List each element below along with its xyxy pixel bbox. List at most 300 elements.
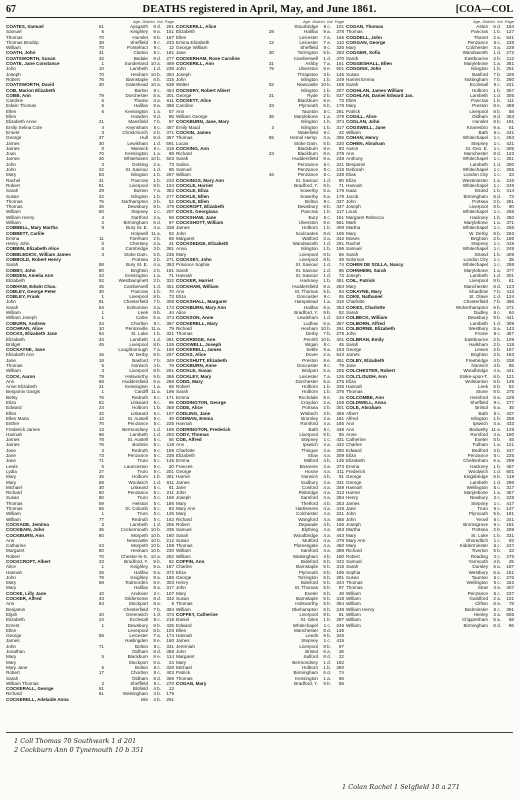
entry-page: 364 [336, 601, 344, 607]
entry-name: John [346, 516, 356, 522]
entry-volume: 6 a. [323, 320, 331, 326]
entry-district: Dewsbury [297, 204, 318, 210]
entry-page: 601 [506, 468, 514, 474]
entry-page: 73 [168, 294, 174, 300]
entry-age: 70 [98, 71, 104, 77]
entry-volume: 6 b. [493, 304, 501, 310]
entry-volume: 1 b. [493, 532, 501, 538]
entry-name: William [176, 172, 191, 178]
entry-page: 44 [168, 310, 174, 316]
entry-district: Dartford [131, 214, 148, 220]
entry-page: 457 [506, 463, 514, 469]
entry-age: 0 [101, 241, 104, 247]
entry-age: 6 [101, 108, 104, 114]
entry-page: 184 [506, 24, 514, 29]
entry-page: 118 [506, 341, 514, 347]
entry-district: Liverpool [129, 368, 148, 374]
entry-age: 64 [98, 601, 104, 607]
entry-volume: 5 c. [153, 442, 161, 448]
entry-volume: 1 d. [493, 92, 501, 98]
entry-age: 31 [268, 61, 274, 67]
entry-volume: 7 a. [323, 34, 331, 40]
entry-page: 543 [336, 352, 344, 358]
entry-district: Reading [470, 553, 488, 559]
entry-name: COLBECK, William [346, 315, 388, 321]
entry-name: Elias [346, 172, 356, 178]
entry-district: Stoke Dam. [294, 140, 318, 146]
entry-volume: 8 e. [323, 66, 331, 72]
entry-name: COCKS, Alice [176, 352, 206, 358]
column-1 [6, 19, 174, 729]
entry-age: 1 [101, 310, 104, 316]
entry-page: 398 [336, 548, 344, 554]
entry-volume: 6 c. [493, 543, 501, 549]
entry-volume: 10 b. [150, 537, 161, 543]
entry-page: 187 [506, 564, 514, 570]
entry-age: 33 [98, 272, 104, 278]
entry-district: Tiverton [471, 548, 488, 554]
entry-age: 17 [98, 670, 104, 676]
entry-name: COHEN, Abraham [346, 140, 385, 146]
entry-page: 196 [336, 246, 344, 252]
entry-district: Lambeth [130, 66, 148, 72]
entry-page: 145 [336, 71, 344, 77]
entry-volume: 9 b. [323, 633, 331, 639]
entry-district: Croydon [300, 400, 318, 406]
entry-name: COCKSHALL, Margaret [176, 299, 227, 305]
entry-page: 174 [166, 633, 174, 639]
entry-district: Samford [300, 548, 318, 554]
entry-name: William [6, 45, 21, 51]
entry-district: Thingoe [301, 447, 318, 453]
entry-page: 605 [506, 611, 514, 617]
entry-name: COGLAN, John [346, 119, 380, 125]
entry-district: Huddersfield [122, 378, 148, 384]
entry-district: St. Saviour [295, 262, 318, 268]
entry-page: 409 [336, 225, 344, 231]
entry-page: 305 [506, 92, 514, 98]
entry-volume: 1 a. [323, 299, 331, 305]
entry-page: 387 [336, 320, 344, 326]
entry-district: Whitechapel [462, 182, 488, 188]
entry-volume: 1 d. [323, 272, 331, 278]
entry-page: 166 [336, 34, 344, 40]
entry-district: Ecclesall [129, 617, 148, 623]
entry-name: Sarah [346, 341, 359, 347]
entry-page: 317 [506, 484, 514, 490]
entry-age: 13 [98, 426, 104, 432]
entry-name: COCKHAM, William [176, 283, 219, 289]
entry-volume: 4 a. [323, 447, 331, 453]
entry-page: 219 [166, 617, 174, 623]
entry-name: Eliza [346, 177, 356, 183]
entry-district: Bury St. E. [126, 262, 148, 268]
entry-district: Plymouth [468, 511, 488, 517]
entry-district: Launceston [124, 463, 148, 469]
entry-name: Hannah [346, 484, 363, 490]
entry-district: Lambeth [470, 92, 488, 98]
entry-volume: 1 c. [323, 638, 331, 644]
entry-page: 391 [506, 606, 514, 612]
entry-page: 171 [166, 394, 174, 400]
entry-name: Michael [6, 484, 22, 490]
entry-volume: 1 d. [323, 262, 331, 268]
entry-volume: 1 b. [493, 214, 501, 220]
entry-district: Derby [305, 331, 318, 337]
entry-district: Bideford [300, 558, 318, 564]
page-title: DEATHS registered in April, May, and June 1861. [142, 4, 377, 15]
entry-name: Ann [346, 421, 355, 427]
entry-name: Susan [176, 596, 190, 602]
entry-page: 103 [166, 627, 174, 633]
entry-page: 371 [166, 129, 174, 135]
entry-name: Robert [6, 670, 20, 676]
entry-age: 45 [98, 341, 104, 347]
entry-name: COLBORN, Alfred [346, 320, 385, 326]
entry-name: Patrick [346, 108, 361, 114]
entry-volume: 5 c. [153, 506, 161, 512]
entry-district: Aston [476, 24, 488, 29]
entry-name: William [346, 617, 361, 623]
entry-page: 22 [338, 654, 344, 660]
entry-district: Chorlton [130, 670, 148, 676]
entry-volume: 8 e. [323, 145, 331, 151]
entry-volume: 6 d. [153, 219, 161, 225]
entry-district: Bedwelty [469, 426, 488, 432]
entry-name: Mary [346, 103, 357, 109]
entry-district: Exeter [304, 590, 318, 596]
entry-name: COCKAYNE, Jane [6, 347, 45, 353]
entry-volume: 5 a. [323, 378, 331, 384]
entry-name: John [176, 585, 186, 591]
entry-name: Joseph [346, 272, 361, 278]
entry-page: 212 [166, 537, 174, 543]
entry-age: 5 [101, 103, 104, 109]
entry-district: Sunderland [124, 61, 148, 67]
entry-page: 93 [508, 537, 514, 543]
entry-volume: 9 a. [323, 347, 331, 353]
entry-name: Anne [346, 431, 357, 437]
entry-volume: 1 a. [153, 384, 161, 390]
entry-name: Ernest [6, 622, 20, 628]
entry-name: COCKSON, Anne [176, 315, 214, 321]
entry-page: 101 [336, 24, 344, 29]
entry-name: COCKSHUTT, Elizabeth [176, 357, 228, 363]
entry-volume: 5 a. [493, 617, 501, 623]
entry-page: 95 [168, 114, 174, 120]
entry-name: Thomas [346, 389, 363, 395]
entry-page: 441 [506, 315, 514, 321]
entry-volume: 8 c. [323, 341, 331, 347]
entry-name: Hannah [6, 569, 23, 575]
entry-volume: 6 a. [493, 394, 501, 400]
entry-page: 35 [508, 405, 514, 411]
entry-name: COFFIN, Ann [176, 558, 205, 564]
entry-age: 80 [98, 548, 104, 554]
entry-name: COIL, Patrick [346, 278, 375, 284]
entry-district: Lewisham [297, 315, 318, 321]
entry-name: Emily Maud [176, 124, 200, 130]
header-rule [6, 17, 513, 18]
entry-volume: 7 b. [323, 331, 331, 337]
entry-page: 601 [336, 66, 344, 72]
entry-name: COCKERHAM, Rose Caroline [176, 55, 240, 61]
entry-name: COBDEN, Amelia Ann [6, 272, 54, 278]
entry-district: Hemel Hemp. [289, 135, 318, 141]
entry-page: 88 [168, 214, 174, 220]
entry-volume: 9 b. [493, 315, 501, 321]
entry-page: 111 [507, 98, 514, 104]
entry-name: Ellen [6, 108, 17, 114]
entry-page: 179 [336, 188, 344, 194]
entry-volume: 1 d. [323, 177, 331, 183]
entry-volume: 1 a. [153, 108, 161, 114]
entry-age: 61 [98, 691, 104, 697]
entry-name: Caroline [176, 103, 194, 109]
entry-volume: 3 a. [153, 98, 161, 104]
entry-page: 541 [506, 34, 514, 40]
entry-district: Westbury [468, 325, 488, 331]
entry-district: Bradford, Y. [294, 680, 318, 686]
entry-name: Jane [176, 50, 186, 56]
entry-page: 233 [166, 177, 174, 183]
entry-name: Joseph [176, 71, 191, 77]
entry-page: 151 [336, 214, 344, 220]
entry-page: 270 [166, 680, 174, 686]
entry-volume: 8 a. [153, 601, 161, 607]
entry-page: 173 [166, 304, 174, 310]
entry-volume: 6 d. [493, 24, 501, 29]
entry-page: 278 [336, 151, 344, 157]
entry-page: 421 [506, 140, 514, 146]
entry-name: William [346, 129, 361, 135]
entry-name: COCKLEY, Mary [176, 373, 212, 379]
entry-name: Ann [6, 378, 15, 384]
entry-page: 117 [336, 209, 344, 215]
entry-volume: 9 b. [153, 34, 161, 40]
entry-volume: 5 c. [153, 415, 161, 421]
entry-volume: 8 b. [493, 204, 501, 210]
entry-page: 114 [166, 654, 174, 660]
entry-district: Oldham [471, 114, 488, 120]
entry-page: 253 [336, 500, 344, 506]
entry-page: 151 [166, 29, 174, 35]
entry-page: 353 [166, 262, 174, 268]
entry-volume: 5 a. [323, 193, 331, 199]
entry-district: Ashby [305, 61, 318, 67]
entry-name: Ernest [6, 129, 20, 135]
entry-district: Birmingham [123, 219, 148, 225]
entry-page: 107 [166, 590, 174, 596]
entry-district: Hartismere [295, 506, 318, 512]
entry-district: St. Austell [127, 415, 148, 421]
entry-name: William [346, 596, 361, 602]
entry-district: Liskeard [130, 410, 148, 416]
entry-page: 69 [168, 151, 174, 157]
entry-name: Ann [6, 537, 15, 543]
entry-volume: 9 c. [323, 294, 331, 300]
entry-page: 387 [166, 320, 174, 326]
entry-volume: 6 a. [323, 649, 331, 655]
entry-page: 127 [506, 29, 514, 35]
entry-name: Mary [176, 659, 187, 665]
entry-page: 216 [506, 177, 514, 183]
entry-name: CODD, Mary [176, 378, 203, 384]
entry-name: Hannah [346, 384, 363, 390]
entry-page: 85 [508, 363, 514, 368]
entry-page: 135 [336, 458, 344, 464]
entry-volume: 7 b. [153, 119, 161, 125]
entry-name: COATES, Samuel [6, 24, 44, 29]
entry-district: Holborn [131, 474, 148, 480]
entry-district: Blackburn [127, 654, 148, 660]
entry-page: 180 [506, 431, 514, 437]
column-heading: Age. District. Vol. Page [303, 19, 344, 24]
entry-age: 28 [268, 29, 274, 35]
entry-page: 49 [338, 257, 344, 263]
entry-age: 1 [101, 622, 104, 628]
entry-name: Eliza [346, 453, 356, 459]
entry-page: 58 [508, 108, 514, 114]
entry-age: 88 [98, 262, 104, 268]
entry-volume: 4 a. [323, 479, 331, 485]
entry-page: 237 [506, 590, 514, 596]
entry-volume: 8 d. [493, 151, 501, 157]
entry-name: William [346, 611, 361, 617]
entry-volume: 9 c. [153, 680, 161, 686]
entry-page: 180 [166, 532, 174, 538]
entry-page: 264 [336, 283, 344, 289]
entry-volume: 2 b. [153, 278, 161, 284]
entry-volume: 2 b. [493, 347, 501, 353]
entry-page: 97 [338, 643, 344, 649]
entry-name: COCKROFT, Elizabeth [176, 204, 225, 210]
entry-district: Northampton [121, 198, 148, 204]
entry-name: John [6, 167, 16, 173]
entry-name: George [346, 347, 362, 353]
entry-name: Jacob [346, 193, 359, 199]
entry-volume: 8 e. [153, 580, 161, 586]
entry-name: COLBRAN, Emily [346, 336, 384, 342]
entry-page: 25 [508, 558, 514, 564]
entry-page: 296 [506, 479, 514, 485]
entry-volume: 1 b. [153, 331, 161, 337]
entry-page: 165 [336, 230, 344, 236]
entry-name: Thomas [6, 363, 23, 368]
entry-district: Truro [137, 458, 148, 464]
entry-volume: 1 b. [153, 193, 161, 199]
entry-page: 179 [166, 691, 174, 697]
entry-name: COCKERELL, James [176, 347, 222, 353]
entry-district: Chesterfield [123, 606, 148, 612]
entry-name: COCKERELL, Adelaide Anna [6, 696, 69, 702]
entry-page: 322 [506, 580, 514, 586]
entry-volume: 2 a. [153, 241, 161, 247]
entry-volume: 1 d. [323, 241, 331, 247]
entry-name: COCHRAN, Alice [6, 325, 43, 331]
entry-age: 36 [268, 114, 274, 120]
entry-name: George William [176, 45, 208, 51]
entry-district: Leek [138, 310, 148, 316]
entry-age: 70 [98, 34, 104, 40]
entry-volume: 8 b. [323, 257, 331, 263]
entry-page: 317 [166, 585, 174, 591]
entry-page: 228 [506, 39, 514, 45]
entry-name: Samuel [176, 527, 192, 533]
entry-age: 23 [268, 151, 274, 157]
entry-district: Taunton [471, 574, 488, 580]
entry-page: 451 [336, 357, 344, 363]
entry-district: Blofield [132, 686, 148, 692]
entry-name: COCKERALL, George [6, 686, 54, 692]
entry-age: 3 [101, 447, 104, 453]
entry-page: 394 [336, 495, 344, 501]
entry-district: Keynsham [126, 124, 148, 130]
entry-age: 78 [98, 574, 104, 580]
entry-volume: 7 b. [493, 76, 501, 82]
entry-name: Sarah [6, 675, 19, 681]
entry-age: 11 [99, 235, 104, 241]
entry-page: 450 [506, 214, 514, 220]
entry-district: Blything [301, 527, 318, 533]
entry-name: Jane [6, 447, 16, 453]
entry-volume: 10 b. [150, 543, 161, 549]
entry-page: 277 [506, 400, 514, 406]
entry-name: Sarah [176, 389, 189, 395]
entry-volume: 5 c. [493, 331, 501, 337]
entry-page: 326 [166, 664, 174, 670]
entry-district: Settle [306, 347, 318, 353]
entry-age: 6 [101, 246, 104, 252]
entry-name: COCKER, Alfred [6, 596, 42, 602]
entry-district: Walsingham [292, 553, 318, 559]
entry-district: Bolton [134, 643, 148, 649]
entry-district: Penrith [303, 336, 318, 342]
entry-name: Frances [176, 463, 193, 469]
entry-page: 258 [506, 209, 514, 215]
entry-page: 181 [166, 50, 174, 56]
entry-volume: 8 b. [323, 611, 331, 617]
entry-page: 211 [166, 490, 174, 496]
entry-name: Susan [6, 495, 20, 501]
entry-name: Eliza [346, 378, 356, 384]
entry-age: 3 [101, 251, 104, 257]
entry-name: Emma [346, 463, 360, 469]
entry-volume: 5 c. [153, 421, 161, 427]
entry-volume: 5 c. [493, 484, 501, 490]
entry-name: COATH, John [6, 50, 36, 56]
entry-volume: 6 a. [493, 405, 501, 411]
entry-district: Penzance [297, 167, 318, 173]
entry-name: John [176, 230, 186, 236]
entry-volume: 1 d. [153, 66, 161, 72]
entry-page: 45 [508, 437, 514, 443]
entry-volume: 4 b. [323, 500, 331, 506]
entry-page: 247 [506, 543, 514, 549]
entry-age: 40 [98, 611, 104, 617]
entry-district: Dewsbury [467, 315, 488, 321]
entry-name: William [6, 209, 21, 215]
entry-name: COCKSEY, John [176, 257, 212, 263]
page-header [6, 4, 513, 16]
entry-volume: 5 c. [493, 580, 501, 586]
entry-name: Harriet [346, 490, 360, 496]
entry-page: 24 [168, 659, 174, 665]
entry-district: Norwich [131, 363, 148, 368]
entry-volume: 8 b. [153, 294, 161, 300]
entry-name: Ellen Maria [6, 415, 29, 421]
entry-page: 368 [166, 675, 174, 681]
